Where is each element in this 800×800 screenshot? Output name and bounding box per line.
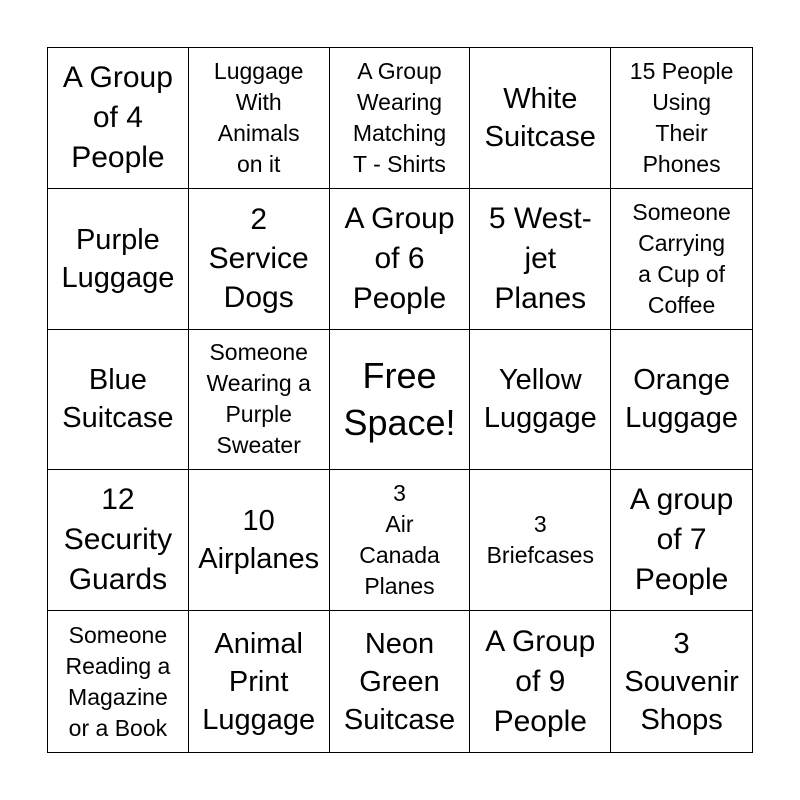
cell-label: Luggage With Animals on it	[213, 57, 304, 177]
cell-label: A Group Wearing Matching T - Shirts	[352, 57, 447, 177]
bingo-cell[interactable]	[189, 611, 330, 752]
bingo-cell[interactable]	[470, 189, 611, 330]
cell-label: 3 Souvenir Shops	[624, 627, 739, 736]
cell-label: 3 Air Canada Planes	[359, 480, 440, 600]
bingo-cell[interactable]	[48, 470, 189, 611]
bingo-cell[interactable]	[330, 470, 471, 611]
cell-label: 10 Airplanes	[198, 505, 320, 576]
bingo-cell[interactable]	[611, 330, 752, 471]
bingo-cell[interactable]	[611, 611, 752, 752]
bingo-cell[interactable]	[48, 611, 189, 752]
bingo-board	[47, 47, 753, 753]
cell-label: White Suitcase	[484, 82, 596, 153]
bingo-cell[interactable]	[48, 48, 189, 189]
bingo-cell[interactable]	[48, 189, 189, 330]
cell-label: A Group of 6 People	[344, 201, 455, 315]
bingo-cell[interactable]	[189, 189, 330, 330]
cell-label: 3 Briefcases	[486, 511, 594, 569]
free-space-cell[interactable]	[330, 330, 471, 471]
cell-label: Orange Luggage	[625, 364, 739, 435]
cell-label: Someone Carrying a Cup of Coffee	[632, 198, 731, 318]
bingo-cell[interactable]	[189, 48, 330, 189]
cell-label: 2 Service Dogs	[208, 203, 309, 315]
cell-label: Neon Green Suitcase	[343, 627, 456, 736]
bingo-cell[interactable]	[330, 611, 471, 752]
cell-label: Someone Reading a Magazine or a Book	[65, 621, 171, 741]
bingo-cell[interactable]	[48, 330, 189, 471]
bingo-cell[interactable]	[611, 48, 752, 189]
free-space-label: Free Space!	[343, 355, 456, 444]
cell-label: A group of 7 People	[629, 483, 734, 597]
bingo-cell[interactable]	[470, 470, 611, 611]
bingo-cell[interactable]	[470, 330, 611, 471]
cell-label: Animal Print Luggage	[202, 627, 316, 736]
cell-label: A Group of 9 People	[485, 624, 596, 738]
cell-label: Purple Luggage	[61, 223, 175, 294]
cell-label: Someone Wearing a Purple Sweater	[206, 339, 311, 459]
cell-label: Blue Suitcase	[62, 364, 174, 435]
bingo-cell[interactable]	[330, 189, 471, 330]
bingo-cell[interactable]	[611, 189, 752, 330]
cell-label: A Group of 4 People	[62, 60, 173, 174]
bingo-cell[interactable]	[189, 470, 330, 611]
bingo-cell[interactable]	[470, 611, 611, 752]
bingo-cell[interactable]	[470, 48, 611, 189]
cell-label: 5 West- jet Planes	[488, 201, 592, 315]
bingo-cell[interactable]	[189, 330, 330, 471]
cell-label: 12 Security Guards	[63, 483, 173, 597]
cell-label: 15 People Using Their Phones	[629, 57, 734, 177]
bingo-cell[interactable]	[330, 48, 471, 189]
cell-label: Yellow Luggage	[483, 364, 597, 435]
bingo-cell[interactable]	[611, 470, 752, 611]
